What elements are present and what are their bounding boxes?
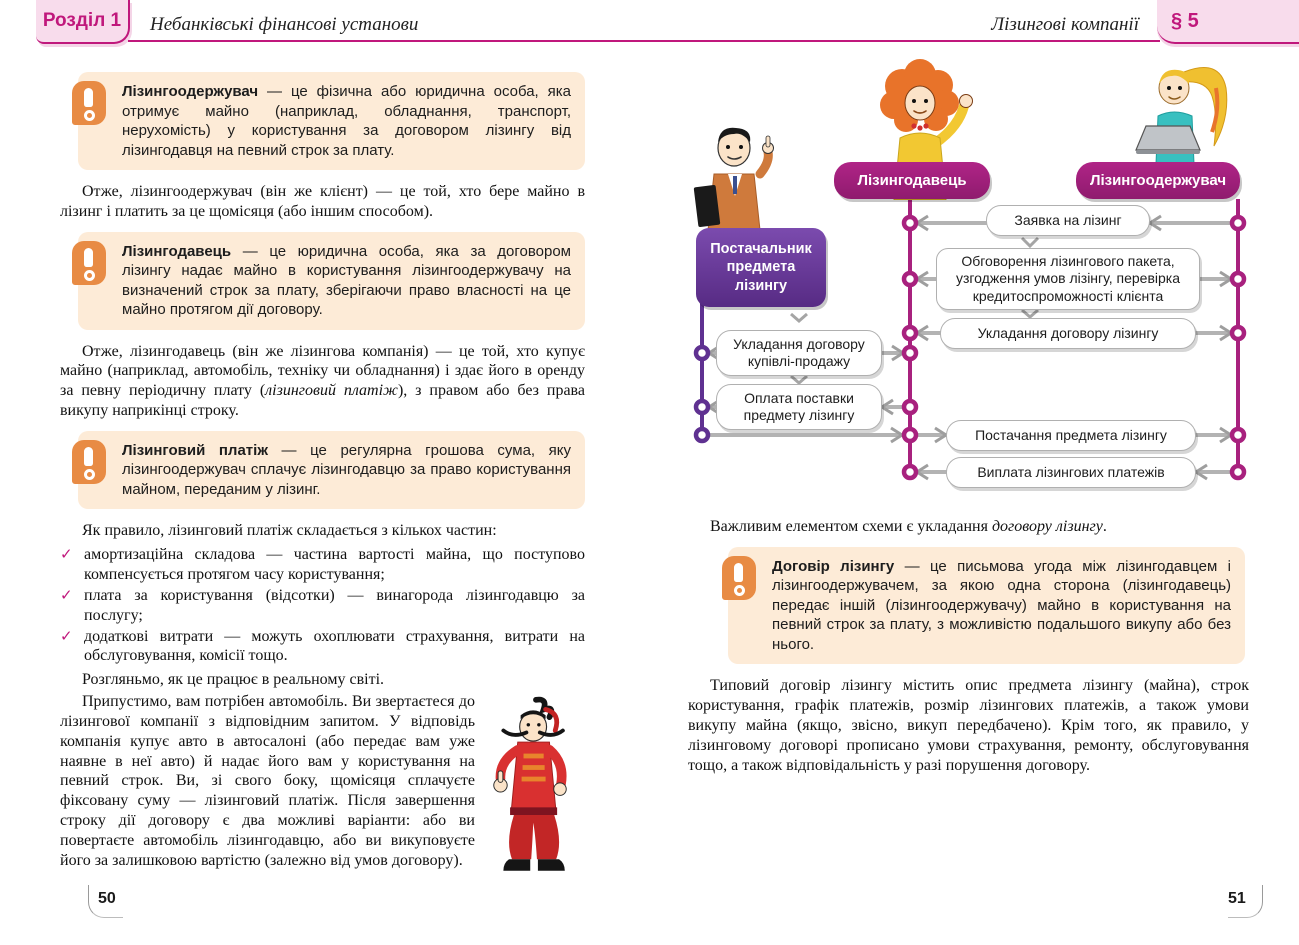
section-tab — [1157, 0, 1299, 44]
definition-text: Лізингодавець — це юридична особа, яка за договором лізингу надає майно в користування лізингоодержувачу на визначений строк за плату, зберігаючи право власності на це майно протягом дії договору. — [122, 242, 571, 319]
paragraph: Типовий договір лізингу містить опис предмета лізингу (майна), строк користування, графік платежів, розмір лізингових платежів, а також умови викупу майна (якщо, звісно, викуп передбачено). Крім того, як правило, у лізинговому договорі прописано умови страхування, ремонту, обслуговування тощо, а також відповідальність у разі порушення договору. — [688, 677, 1249, 774]
chapter-tab — [36, 0, 130, 44]
lessee-character — [1124, 58, 1239, 164]
definition-box-lessor — [78, 232, 585, 330]
diagram-step: Обговорення лізингового пакета, узгодження умов лізінгу, перевірка кредитоспроможності клієнта — [936, 248, 1200, 310]
list-item: ✓ плата за користування (відсотки) — винагорода лізингодавцю за послугу; — [60, 585, 585, 624]
definition-box-contract — [728, 547, 1245, 665]
list-item: ✓ амортизаційна складова — частина вартості майна, що поступово компенсується протягом часу користування; — [60, 545, 585, 584]
definition-text: Договір лізингу — це письмова угода між лізингодавцем і лізингоодержувачем, за якою одна сторона (лізингодавець) передає іншій (лізингоодержувачу) майно в користування на певний строк за плату, з можливістю подальшого викупу або без нього. — [772, 557, 1231, 653]
definition-box-payment — [78, 431, 585, 510]
diagram-step: Укладання договору купівлі-продажу — [716, 330, 882, 376]
check-icon: ✓ — [60, 545, 73, 564]
exclamation-icon — [72, 241, 106, 285]
paragraph-with-illustration: Припустимо, вам потрібен автомобіль. Ви звертаєтеся до лізингової компанії з відповідним запитом. У відповідь компанія купує авто в автосалоні (або передає вам уже наявне в неї авто) й надає його вам у користування на певний строк. Ви, зі свого боку, щомісяця сплачуєте фіксовану суму — лізинговий платіж. Після завершення строку дії договору є два можливі варіанти: або ви повертаєте автомобіль лізингодавцю, або ви викуповуєте його за залишковою вартістю (залежно від умов договору). — [60, 692, 585, 870]
check-icon: ✓ — [60, 585, 73, 604]
paragraph: Отже, лізингоодержувач (він же клієнт) — це той, хто бере майно в лізинг і платить за це щомісяця (або іншим способом). — [60, 183, 585, 220]
diagram-step: Оплата поставки предмету лізингу — [716, 384, 882, 430]
paragraph: Важливим елементом схеми є укладання договору лізингу. — [710, 518, 1107, 535]
diagram-step: Укладання договору лізингу — [940, 318, 1196, 349]
leasing-scheme-diagram — [688, 58, 1263, 503]
definition-text: Лізингоодержувач — це фізична або юридична особа, яка отримує майно (наприклад, обладнання, транспорт, нерухомість) у користування за договором лізингу від лізингодавця на певний строк за плату. — [122, 83, 571, 159]
lessee-box: Лізингоодержувач — [1076, 162, 1240, 199]
paragraph: Розгляньмо, як це працює в реальному світі. — [82, 671, 385, 689]
payment-parts-list — [60, 545, 585, 666]
list-item: ✓ додаткові витрати — можуть охоплювати страхування, витрати на обслуговування, комісії тощо. — [60, 626, 585, 665]
lessor-box: Лізингодавець — [834, 162, 990, 199]
cossack-illustration — [487, 696, 585, 888]
diagram-step: Постачання предмета лізингу — [946, 420, 1196, 451]
diagram-step: Заявка на лізинг — [986, 205, 1150, 236]
check-icon: ✓ — [60, 626, 73, 645]
section-tab-label: § 5 — [1171, 10, 1199, 32]
page-number-right: 51 — [1228, 890, 1246, 907]
supplier-character — [690, 124, 786, 230]
exclamation-icon — [72, 81, 106, 125]
paragraph: Як правило, лізинговий платіж складається з кількох частин: — [82, 522, 497, 540]
section-title: Лізингові компанії — [991, 14, 1139, 35]
chapter-title: Небанківські фінансові установи — [150, 14, 419, 35]
paragraph: Отже, лізингодавець (він же лізингова компанія) — це той, хто купує майно (наприклад, автомобіль, техніку чи обладнання) і здає його в оренду за певну періодичну плату (лізинговий платіж), з правом або без права викупу наприкінці строку. — [60, 342, 585, 420]
definition-box-lessee — [78, 72, 585, 170]
page-number-left: 50 — [98, 890, 116, 907]
chapter-tab-label: Розділ 1 — [42, 10, 122, 31]
supplier-box: Постачальник предмета лізингу — [696, 228, 826, 307]
header-rule — [128, 40, 1160, 42]
exclamation-icon — [72, 440, 106, 484]
definition-text: Лізинговий платіж — це регулярна грошова сума, яку лізингоодержувач сплачує лізингодавцю за право користування майном, переданим у лізинг. — [122, 441, 572, 498]
right-page — [688, 58, 1263, 783]
left-page — [60, 62, 585, 890]
diagram-step: Виплата лізингових платежів — [946, 457, 1196, 488]
exclamation-icon — [722, 556, 756, 600]
